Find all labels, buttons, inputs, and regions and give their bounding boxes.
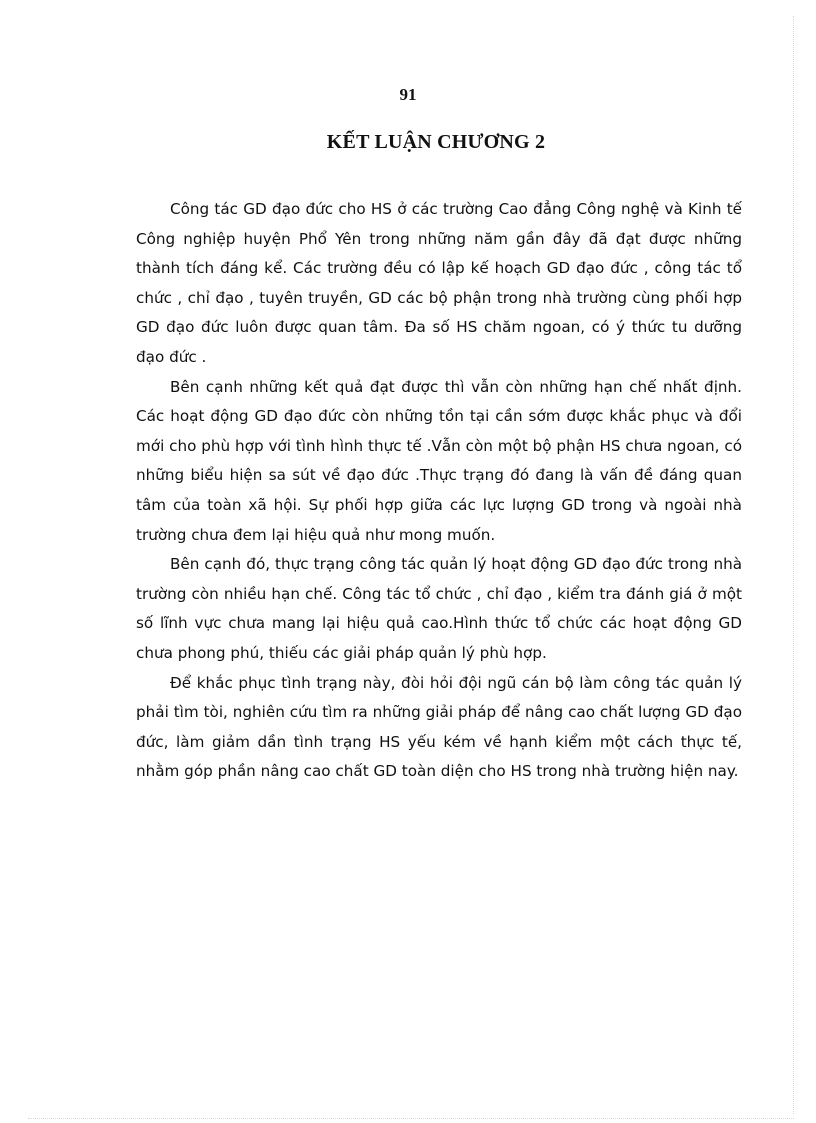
- chapter-conclusion-body: [136, 195, 742, 787]
- chapter-title: KẾT LUẬN CHƯƠNG 2: [326, 131, 546, 153]
- page-border-right: [793, 16, 794, 1114]
- paragraph: Để khắc phục tình trạng này, đòi hỏi đội ngũ cán bộ làm công tác quản lý phải tìm tòi, nghiên cứu tìm ra những giải pháp để nâng cao chất lượng GD đạo đức, làm giảm dần tình trạng HS yếu kém về hạnh kiểm một cách thực tế, nhằm góp phần nâng cao chất GD toàn diện cho HS trong nhà trường hiện nay.: [136, 673, 742, 781]
- paragraph: Bên cạnh những kết quả đạt được thì vẫn còn những hạn chế nhất định. Các hoạt động GD đạo đức còn những tồn tại cần sớm được khắc phục và đổi mới cho phù hợp với tình hình thực tế .Vẫn còn một bộ phận HS chưa ngoan, có những biểu hiện sa sút về đạo đức .Thực trạng đó đang là vấn đề đáng quan tâm của toàn xã hội. Sự phối hợp giữa các lực lượng GD trong và ngoài nhà trường chưa đem lại hiệu quả như mong muốn.: [136, 377, 742, 544]
- paragraph: Công tác GD đạo đức cho HS ở các trường Cao đẳng Công nghệ và Kinh tế Công nghiệp huyện Phổ Yên trong những năm gần đây đã đạt được những thành tích đáng kể. Các trường đều có lập kế hoạch GD đạo đức , công tác tổ chức , chỉ đạo , tuyên truyền, GD các bộ phận trong nhà trường cùng phối hợp GD đạo đức luôn được quan tâm. Đa số HS chăm ngoan, có ý thức tu dưỡng đạo đức .: [136, 200, 742, 366]
- page-number: 91: [399, 85, 417, 104]
- paragraph: Bên cạnh đó, thực trạng công tác quản lý hoạt động GD đạo đức trong nhà trường còn nhiều hạn chế. Công tác tổ chức , chỉ đạo , kiểm tra đánh giá ở một số lĩnh vực chưa mang lại hiệu quả cao.Hình thức tổ chức các hoạt động GD chưa phong phú, thiếu các giải pháp quản lý phù hợp.: [136, 555, 742, 662]
- page-border-bottom: [28, 1118, 794, 1119]
